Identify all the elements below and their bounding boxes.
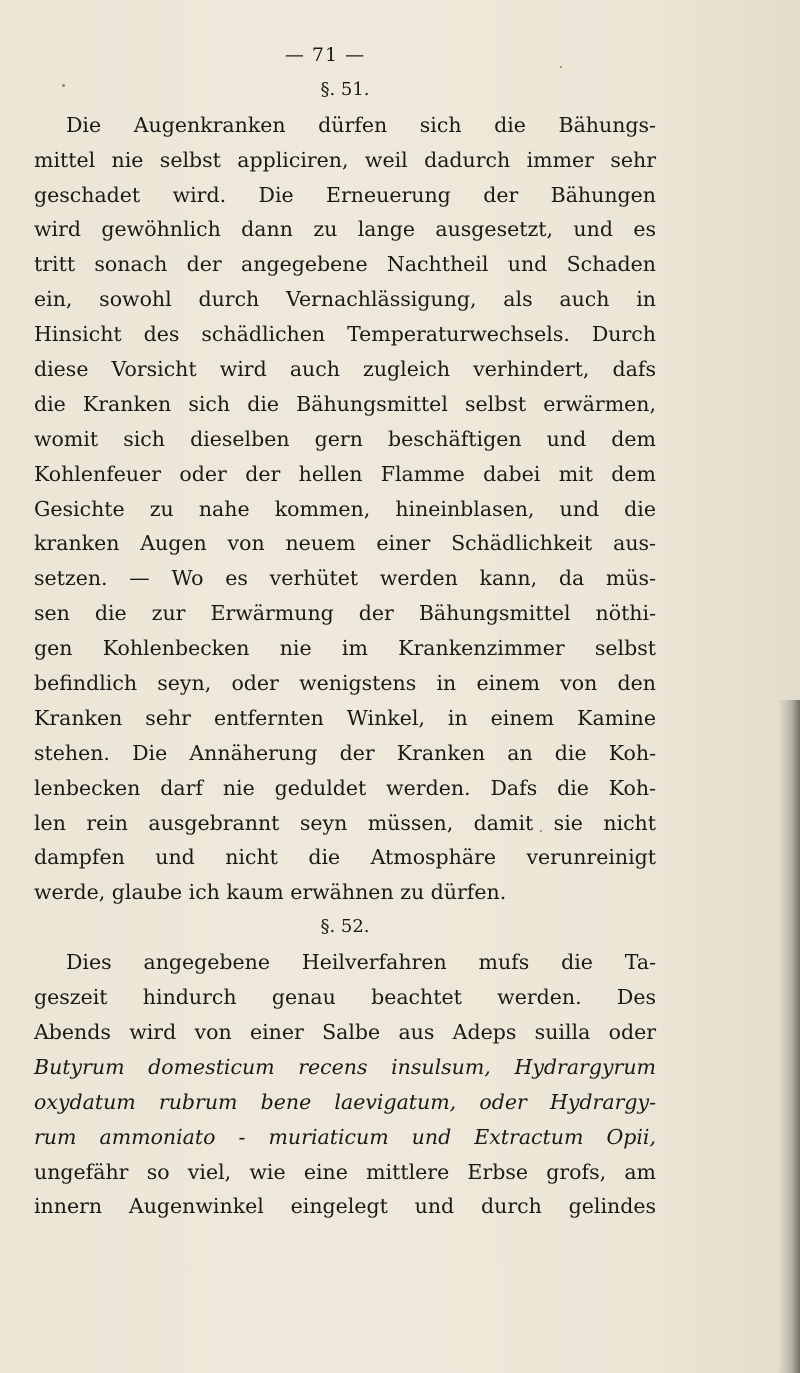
text-line: womit sich dieselben gern beschäftigen und dem <box>34 426 656 451</box>
text-line: Kohlenfeuer oder der hellen Flamme dabei mit dem <box>34 461 656 486</box>
text-line: ein, sowohl durch Vernachlässigung, als auch in <box>34 287 656 312</box>
text-line: sen die zur Erwärmung der Bähungsmittel nöthi- <box>34 601 656 626</box>
text-line: Die Augenkranken dürfen sich die Bähungs- <box>66 112 656 137</box>
text-line: die Kranken sich die Bähungsmittel selbst erwärmen, <box>34 391 656 416</box>
text-line: innern Augenwinkel eingelegt und durch gelindes <box>34 1194 656 1219</box>
text-line: rum ammoniato - muriaticum und Extractum Opii, <box>34 1124 656 1149</box>
section-heading-52: §. 52. <box>320 916 370 938</box>
text-line: Kranken sehr entfernten Winkel, in einem Kamine <box>34 705 656 730</box>
text-line: Dies angegebene Heilverfahren mufs die Ta- <box>66 950 656 975</box>
text-line: lenbecken darf nie geduldet werden. Dafs die Koh- <box>34 775 656 800</box>
text-line: tritt sonach der angegebene Nachtheil und Schaden <box>34 252 656 277</box>
text-line: gen Kohlenbecken nie im Krankenzimmer selbst <box>34 636 656 661</box>
page-edge-shadow <box>778 700 800 1373</box>
text-line: diese Vorsicht wird auch zugleich verhindert, dafs <box>34 357 656 382</box>
paragraph-51 <box>34 108 656 910</box>
text-line: kranken Augen von neuem einer Schädlichkeit aus- <box>34 531 656 556</box>
section-heading-51: §. 51. <box>320 78 370 100</box>
text-line: geszeit hindurch genau beachtet werden. Des <box>34 985 656 1010</box>
text-line: geschadet wird. Die Erneuerung der Bähungen <box>34 182 656 207</box>
text-line: oxydatum rubrum bene laevigatum, oder Hydrargy- <box>34 1089 656 1114</box>
text-line: dampfen und nicht die Atmosphäre verunreinigt <box>34 845 656 870</box>
page-number-header: — 71 — <box>284 44 366 66</box>
text-line: werde, glaube ich kaum erwähnen zu dürfen. <box>34 880 507 905</box>
paragraph-52 <box>34 945 656 1224</box>
text-line: Hinsicht des schädlichen Temperaturwechsels. Durch <box>34 322 656 347</box>
text-line: befindlich seyn, oder wenigstens in einem von den <box>34 671 656 696</box>
text-line: Butyrum domesticum recens insulsum, Hydrargyrum <box>34 1054 656 1079</box>
text-line: mittel nie selbst appliciren, weil dadurch immer sehr <box>34 147 656 172</box>
text-line: wird gewöhnlich dann zu lange ausgesetzt, und es <box>34 217 656 242</box>
text-line: setzen. — Wo es verhütet werden kann, da müs- <box>34 566 656 591</box>
text-line: len rein ausgebrannt seyn müssen, damit sie nicht <box>34 810 656 835</box>
text-line: ungefähr so viel, wie eine mittlere Erbse grofs, am <box>34 1159 656 1184</box>
page-text <box>34 38 656 1224</box>
text-line: Abends wird von einer Salbe aus Adeps suilla oder <box>34 1019 656 1044</box>
text-line: stehen. Die Annäherung der Kranken an die Koh- <box>34 740 656 765</box>
text-line: Gesichte zu nahe kommen, hineinblasen, und die <box>34 496 656 521</box>
